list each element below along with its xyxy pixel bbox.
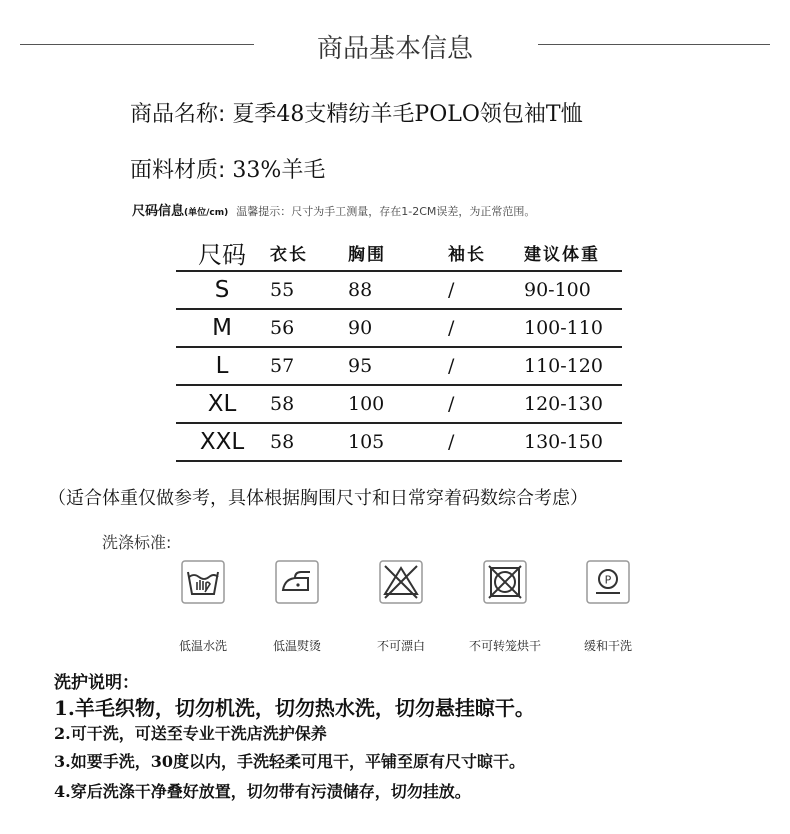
wash-label-1: 低温熨烫	[272, 639, 321, 653]
no-bleach-icon	[379, 560, 423, 604]
header-weight: 建议体重	[524, 234, 622, 271]
weight-advice: （适合体重仅做参考，具体根据胸围尺寸和日常穿着码数综合考虑）	[48, 488, 588, 509]
cell-length: 57	[268, 347, 348, 385]
care-item: 4.穿后洗涤干净叠好放置，切勿带有污渍储存，切勿挂放。	[54, 782, 471, 801]
svg-text:P: P	[604, 573, 612, 587]
table-row	[176, 309, 622, 347]
cell-size: XL	[176, 385, 268, 423]
size-info-label: 尺码信息	[132, 204, 185, 219]
cell-sleeve: /	[436, 423, 524, 461]
cell-length: 56	[268, 309, 348, 347]
care-title: 洗护说明：	[54, 673, 139, 693]
wash-label-0: 低温水洗	[178, 639, 227, 653]
header-length: 衣长	[268, 234, 348, 271]
header-chest: 胸围	[348, 234, 436, 271]
cell-weight: 130-150	[524, 423, 622, 461]
cell-weight: 90-100	[524, 271, 622, 309]
gentle-dry-clean-icon	[586, 560, 630, 604]
cell-sleeve: /	[436, 385, 524, 423]
cell-chest: 95	[348, 347, 436, 385]
product-name-label: 商品名称:	[130, 102, 226, 127]
cell-weight: 100-110	[524, 309, 622, 347]
product-name-value: 夏季48支精纺羊毛POLO领包袖T恤	[232, 102, 583, 127]
material-value: 33%羊毛	[232, 158, 326, 183]
table-row	[176, 423, 622, 461]
header-size: 尺码	[176, 234, 268, 271]
care-item: 1.羊毛织物，切勿机洗，切勿热水洗，切勿悬挂晾干。	[54, 696, 535, 720]
cell-length: 58	[268, 385, 348, 423]
material-label: 面料材质:	[130, 158, 226, 183]
size-table	[176, 234, 622, 462]
cell-weight: 120-130	[524, 385, 622, 423]
size-info-note: 温馨提示：尺寸为手工测量，存在1-2CM误差，为正常范围。	[236, 205, 536, 218]
material-row	[130, 153, 325, 184]
wash-label-2: 不可漂白	[376, 639, 425, 653]
care-item: 2.可干洗，可送至专业干洗店洗护保养	[54, 724, 327, 743]
cell-size: S	[176, 271, 268, 309]
section-title: 商品基本信息	[316, 34, 473, 64]
washing-label: 洗涤标准:	[102, 533, 172, 552]
header-sleeve: 袖长	[436, 234, 524, 271]
table-row	[176, 271, 622, 309]
size-table-header	[176, 234, 622, 271]
wash-label-4: 缓和干洗	[583, 639, 632, 653]
size-info-unit: (单位/cm)	[184, 208, 229, 218]
iron-low-temp-icon	[275, 560, 319, 604]
table-row	[176, 347, 622, 385]
cell-chest: 90	[348, 309, 436, 347]
cell-sleeve: /	[436, 309, 524, 347]
cell-size: XXL	[176, 423, 268, 461]
wash-label-3: 不可转笼烘干	[468, 639, 541, 653]
hand-wash-low-temp-icon	[181, 560, 225, 604]
cell-size: M	[176, 309, 268, 347]
table-row	[176, 385, 622, 423]
cell-weight: 110-120	[524, 347, 622, 385]
cell-length: 58	[268, 423, 348, 461]
cell-size: L	[176, 347, 268, 385]
care-item: 3.如要手洗，30度以内，手洗轻柔可甩干，平铺至原有尺寸晾干。	[54, 752, 525, 771]
product-name-row	[130, 97, 583, 128]
cell-chest: 100	[348, 385, 436, 423]
no-tumble-dry-icon	[483, 560, 527, 604]
cell-chest: 105	[348, 423, 436, 461]
size-info-line	[132, 200, 535, 219]
cell-sleeve: /	[436, 347, 524, 385]
cell-sleeve: /	[436, 271, 524, 309]
cell-chest: 88	[348, 271, 436, 309]
cell-length: 55	[268, 271, 348, 309]
